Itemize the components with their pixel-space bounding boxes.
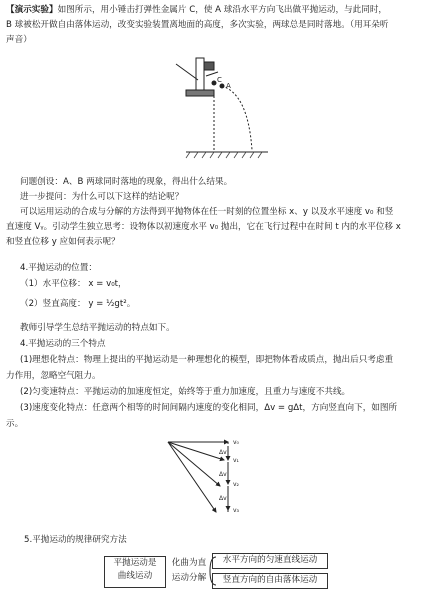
label-dv-3: Δv <box>219 495 227 502</box>
intro-line-2: B 球被松开做自由落体运动，改变实验装置离地面的高度，多次实验，两球总是同时落地。（用耳朵听 <box>6 20 389 30</box>
stand-base <box>186 90 214 96</box>
hammer-handle <box>176 64 198 80</box>
decompose-label: 化曲为直 运动分解 <box>171 558 207 583</box>
intro-line-1: 【演示实验】如图所示，用小锤击打弹性金属片 C，使 A 球沿水平方向飞出做平抛运动，与此同时， <box>6 5 388 15</box>
teacher-guidance: 教师引导学生总结平抛运动的特点如下。 <box>20 323 175 333</box>
ball-a <box>220 84 225 89</box>
curvilinear-box: 平抛运动是 曲线运动 <box>104 556 166 588</box>
section-4-title: 4.平抛运动的位置： <box>20 263 97 273</box>
vertical-height: （2）竖直高度： y = ½gt²。 <box>20 299 136 309</box>
horizontal-motion-box: 水平方向的匀速直线运动 <box>212 553 328 569</box>
apparatus-figure <box>0 50 424 180</box>
label-c: C <box>217 76 222 84</box>
feature-2: (2)匀变速特点：平抛运动的加速度恒定，始终等于重力加速度，且重力与速度不共线。 <box>20 387 351 397</box>
horizontal-displacement: （1）水平位移： x = v₀t， <box>20 279 127 289</box>
ball-a-path <box>222 86 252 150</box>
feature-1-line-1: (1)理想化特点：物理上提出的平抛运动是一种理想化的模型，即把物体看成质点，抛出后只考虑重 <box>20 355 394 365</box>
velocity-vector-figure <box>0 436 424 526</box>
stand-clamp <box>204 62 214 70</box>
label-dv-1: Δv <box>219 449 227 456</box>
stand-post <box>196 58 204 90</box>
feature-3-line-1: (3)速度变化特点：任意两个相等的时间间隔内速度的变化相同，Δv = gΔt，方向竖直向下，如图所 <box>20 403 398 413</box>
label-v0: v₀ <box>233 439 239 446</box>
section-5-title: 5.平抛运动的规律研究方法 <box>24 535 127 545</box>
label-a: A <box>226 82 231 90</box>
feature-1-line-2: 力作用，忽略空气阻力。 <box>6 371 101 381</box>
question-1: 问题创设：A、B 两球同时落地的现象，得出什么结果。 <box>20 177 233 187</box>
v1-vector <box>168 442 224 460</box>
label-v2: v₂ <box>233 481 239 488</box>
label-v1: v₁ <box>233 457 239 464</box>
ball-b <box>212 81 217 86</box>
question-2: 进一步提问：为什么可以下这样的结论呢？ <box>20 192 184 202</box>
para-1-line-2: 直速度 Vᵧ。引动学生独立思考：设物体以初速度水平 v₀ 抛出，它在飞行过程中在时间 t 内的水平位移 x <box>6 222 401 232</box>
label-v3: v₃ <box>233 507 239 514</box>
label-dv-2: Δv <box>219 471 227 478</box>
vertical-motion-box: 竖直方向的自由落体运动 <box>212 573 328 589</box>
intro-line-3: 声音） <box>6 35 32 45</box>
demo-tag: 【演示实验】 <box>6 5 58 15</box>
para-1-line-1: 可以运用运动的合成与分解的方法得到平抛物体在任一时刻的位置坐标 x、y 以及水平速度 v₀ 和竖 <box>20 207 394 217</box>
para-1-line-3: 和竖直位移 y 应如何表示呢？ <box>6 237 120 247</box>
section-4b-title: 4.平抛运动的三个特点 <box>20 339 106 349</box>
feature-3-line-2: 示。 <box>6 419 24 429</box>
